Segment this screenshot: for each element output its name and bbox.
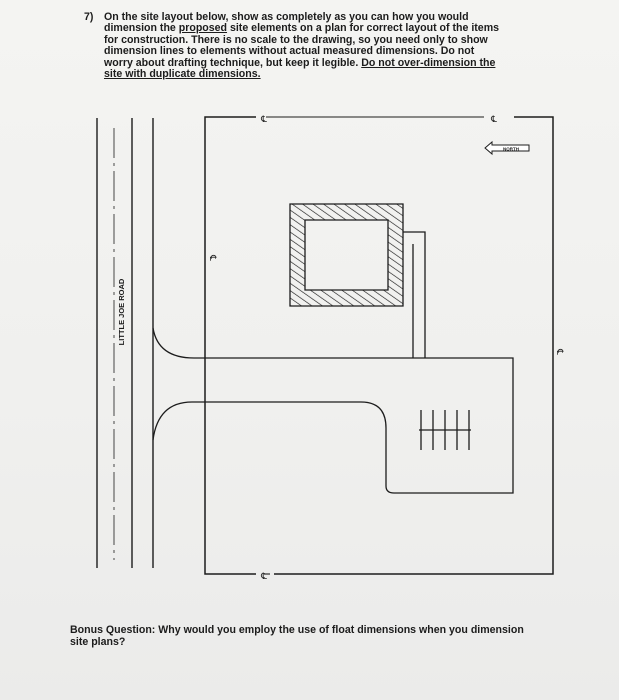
question-line: for construction. There is no scale to the drawing, so you need only to show: [104, 33, 488, 46]
property-boundary: [205, 117, 553, 574]
bonus-question: Bonus Question: Why would you employ the use of float dimensions when you dimension site plans?: [70, 624, 524, 648]
centerline-symbol: ℄: [261, 572, 267, 582]
question-line: On the site layout below, show as completely as you can how you would: [104, 11, 469, 23]
walkway-edge: [403, 232, 425, 358]
question-line: dimension lines to elements without actual measured dimensions. Do not: [104, 45, 475, 58]
question-number: 7): [84, 11, 94, 23]
north-arrow: [485, 142, 529, 154]
centerline-symbol: ℄: [554, 349, 564, 355]
underlined-phrase: Do not over-dimension the: [361, 56, 496, 69]
underlined-word: proposed: [178, 22, 228, 35]
parking-lot-outline: [153, 328, 513, 493]
road-label: LITTLE JOE ROAD: [117, 278, 126, 346]
question-line: worry about drafting technique, but keep it legible. Do not over-dimension the: [104, 56, 496, 69]
question-line: dimension the proposed site elements on a plan for correct layout of the items: [104, 22, 500, 35]
parking-stall-stripes: [419, 410, 471, 450]
driveway-and-parking: [153, 232, 513, 493]
centerline-symbol: ℄: [207, 255, 217, 261]
centerline-symbol: ℄: [261, 115, 267, 125]
north-label: NORTH: [503, 146, 519, 152]
building-footprint: [290, 204, 403, 306]
centerline-symbol: ℄: [491, 115, 497, 125]
underlined-phrase: site with duplicate dimensions.: [104, 68, 261, 81]
property-centerline-dashes: [264, 117, 484, 574]
